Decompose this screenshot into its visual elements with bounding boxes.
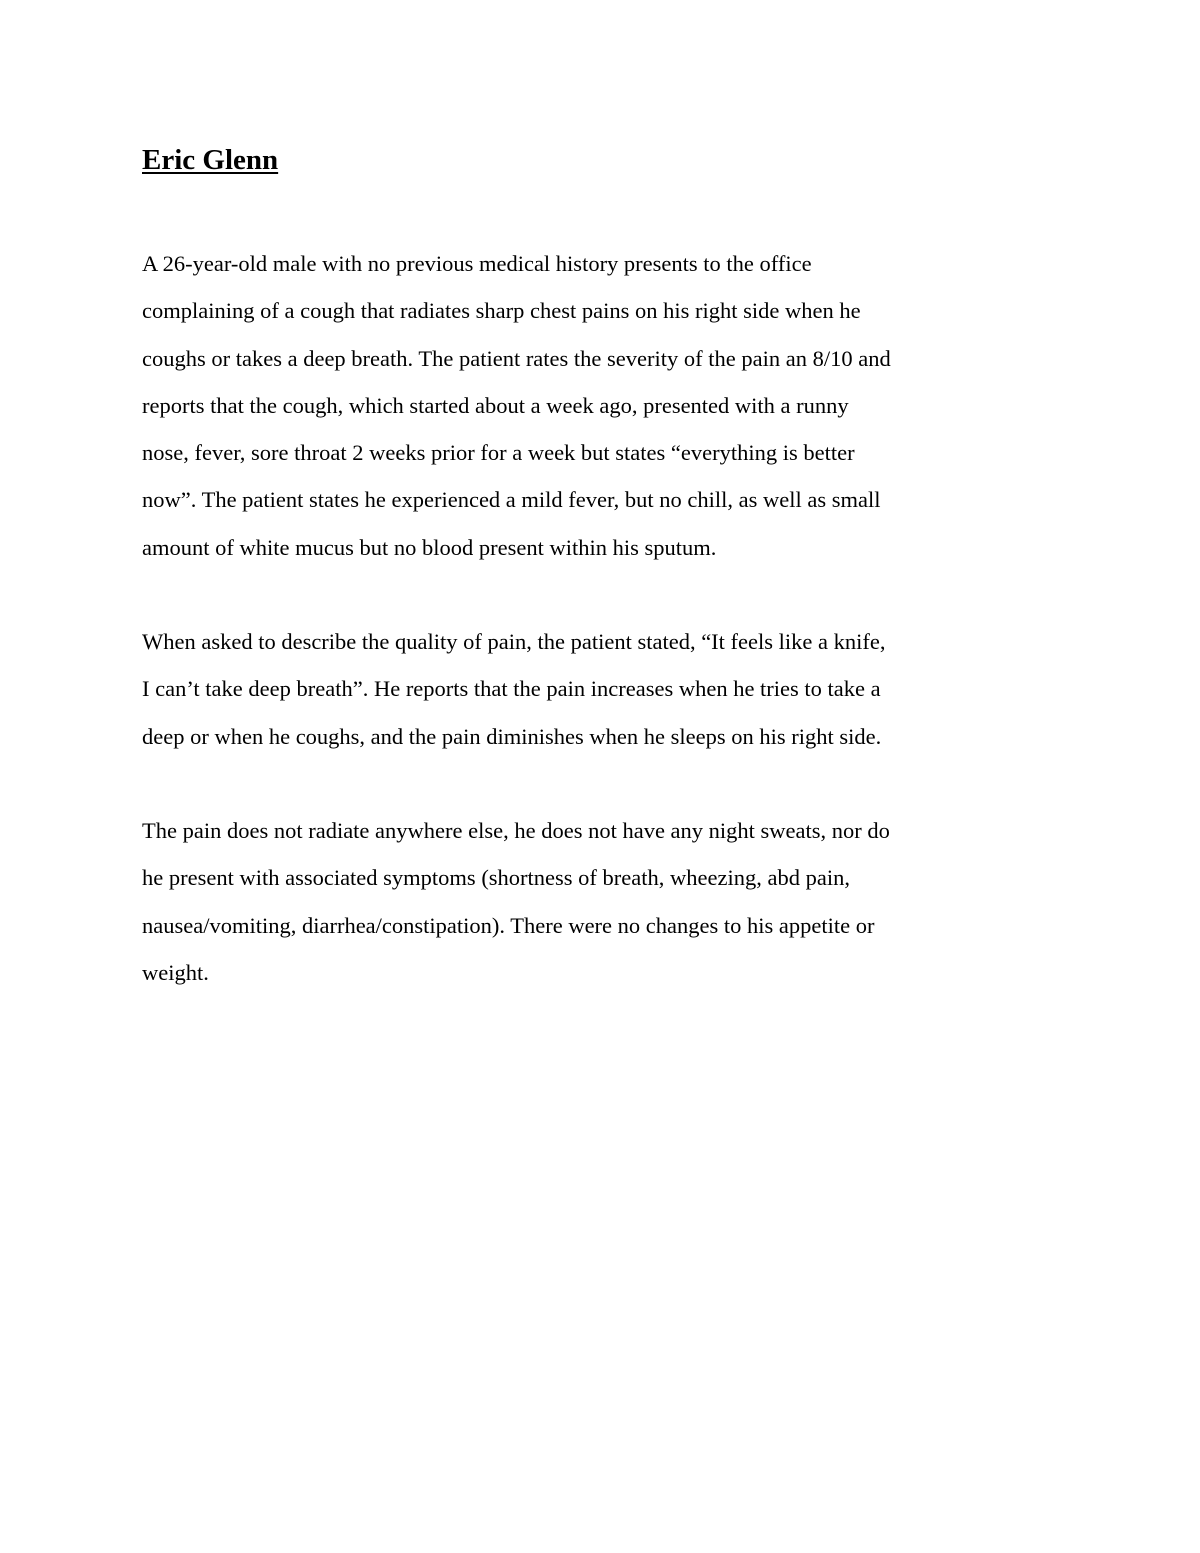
paragraph-line: reports that the cough, which started about a week ago, presented with a runny — [142, 392, 849, 418]
paragraph-line: I can’t take deep breath”. He reports that the pain increases when he tries to take a — [142, 676, 881, 702]
document-title: Eric Glenn — [142, 144, 279, 176]
paragraph-line: A 26-year-old male with no previous medical history presents to the office — [142, 251, 812, 276]
document-body — [142, 140, 1072, 1043]
paragraph-line: nausea/vomiting, diarrhea/constipation). There were no changes to his appetite or — [142, 912, 875, 938]
paragraph-line: The pain does not radiate anywhere else, he does not have any night sweats, nor do — [142, 817, 890, 843]
paragraph-line: amount of white mucus but no blood present within his sputum. — [142, 534, 717, 560]
paragraph-pain-quality — [142, 618, 1072, 760]
paragraph-associated-symptoms — [142, 807, 1072, 996]
paragraph-line: deep or when he coughs, and the pain diminishes when he sleeps on his right side. — [142, 723, 882, 749]
paragraph-line: complaining of a cough that radiates sharp chest pains on his right side when he — [142, 298, 861, 324]
paragraph-line: he present with associated symptoms (shortness of breath, wheezing, abd pain, — [142, 865, 850, 891]
paragraph-history — [142, 240, 1072, 571]
paragraph-line: now”. The patient states he experienced a mild fever, but no chill, as well as small — [142, 487, 881, 513]
paragraph-line: coughs or takes a deep breath. The patient rates the severity of the pain an 8/10 and — [142, 345, 891, 371]
paragraph-line: nose, fever, sore throat 2 weeks prior for a week but states “everything is better — [142, 440, 855, 466]
paragraph-line: weight. — [142, 959, 209, 985]
paragraph-line: When asked to describe the quality of pain, the patient stated, “It feels like a knife, — [142, 629, 886, 655]
